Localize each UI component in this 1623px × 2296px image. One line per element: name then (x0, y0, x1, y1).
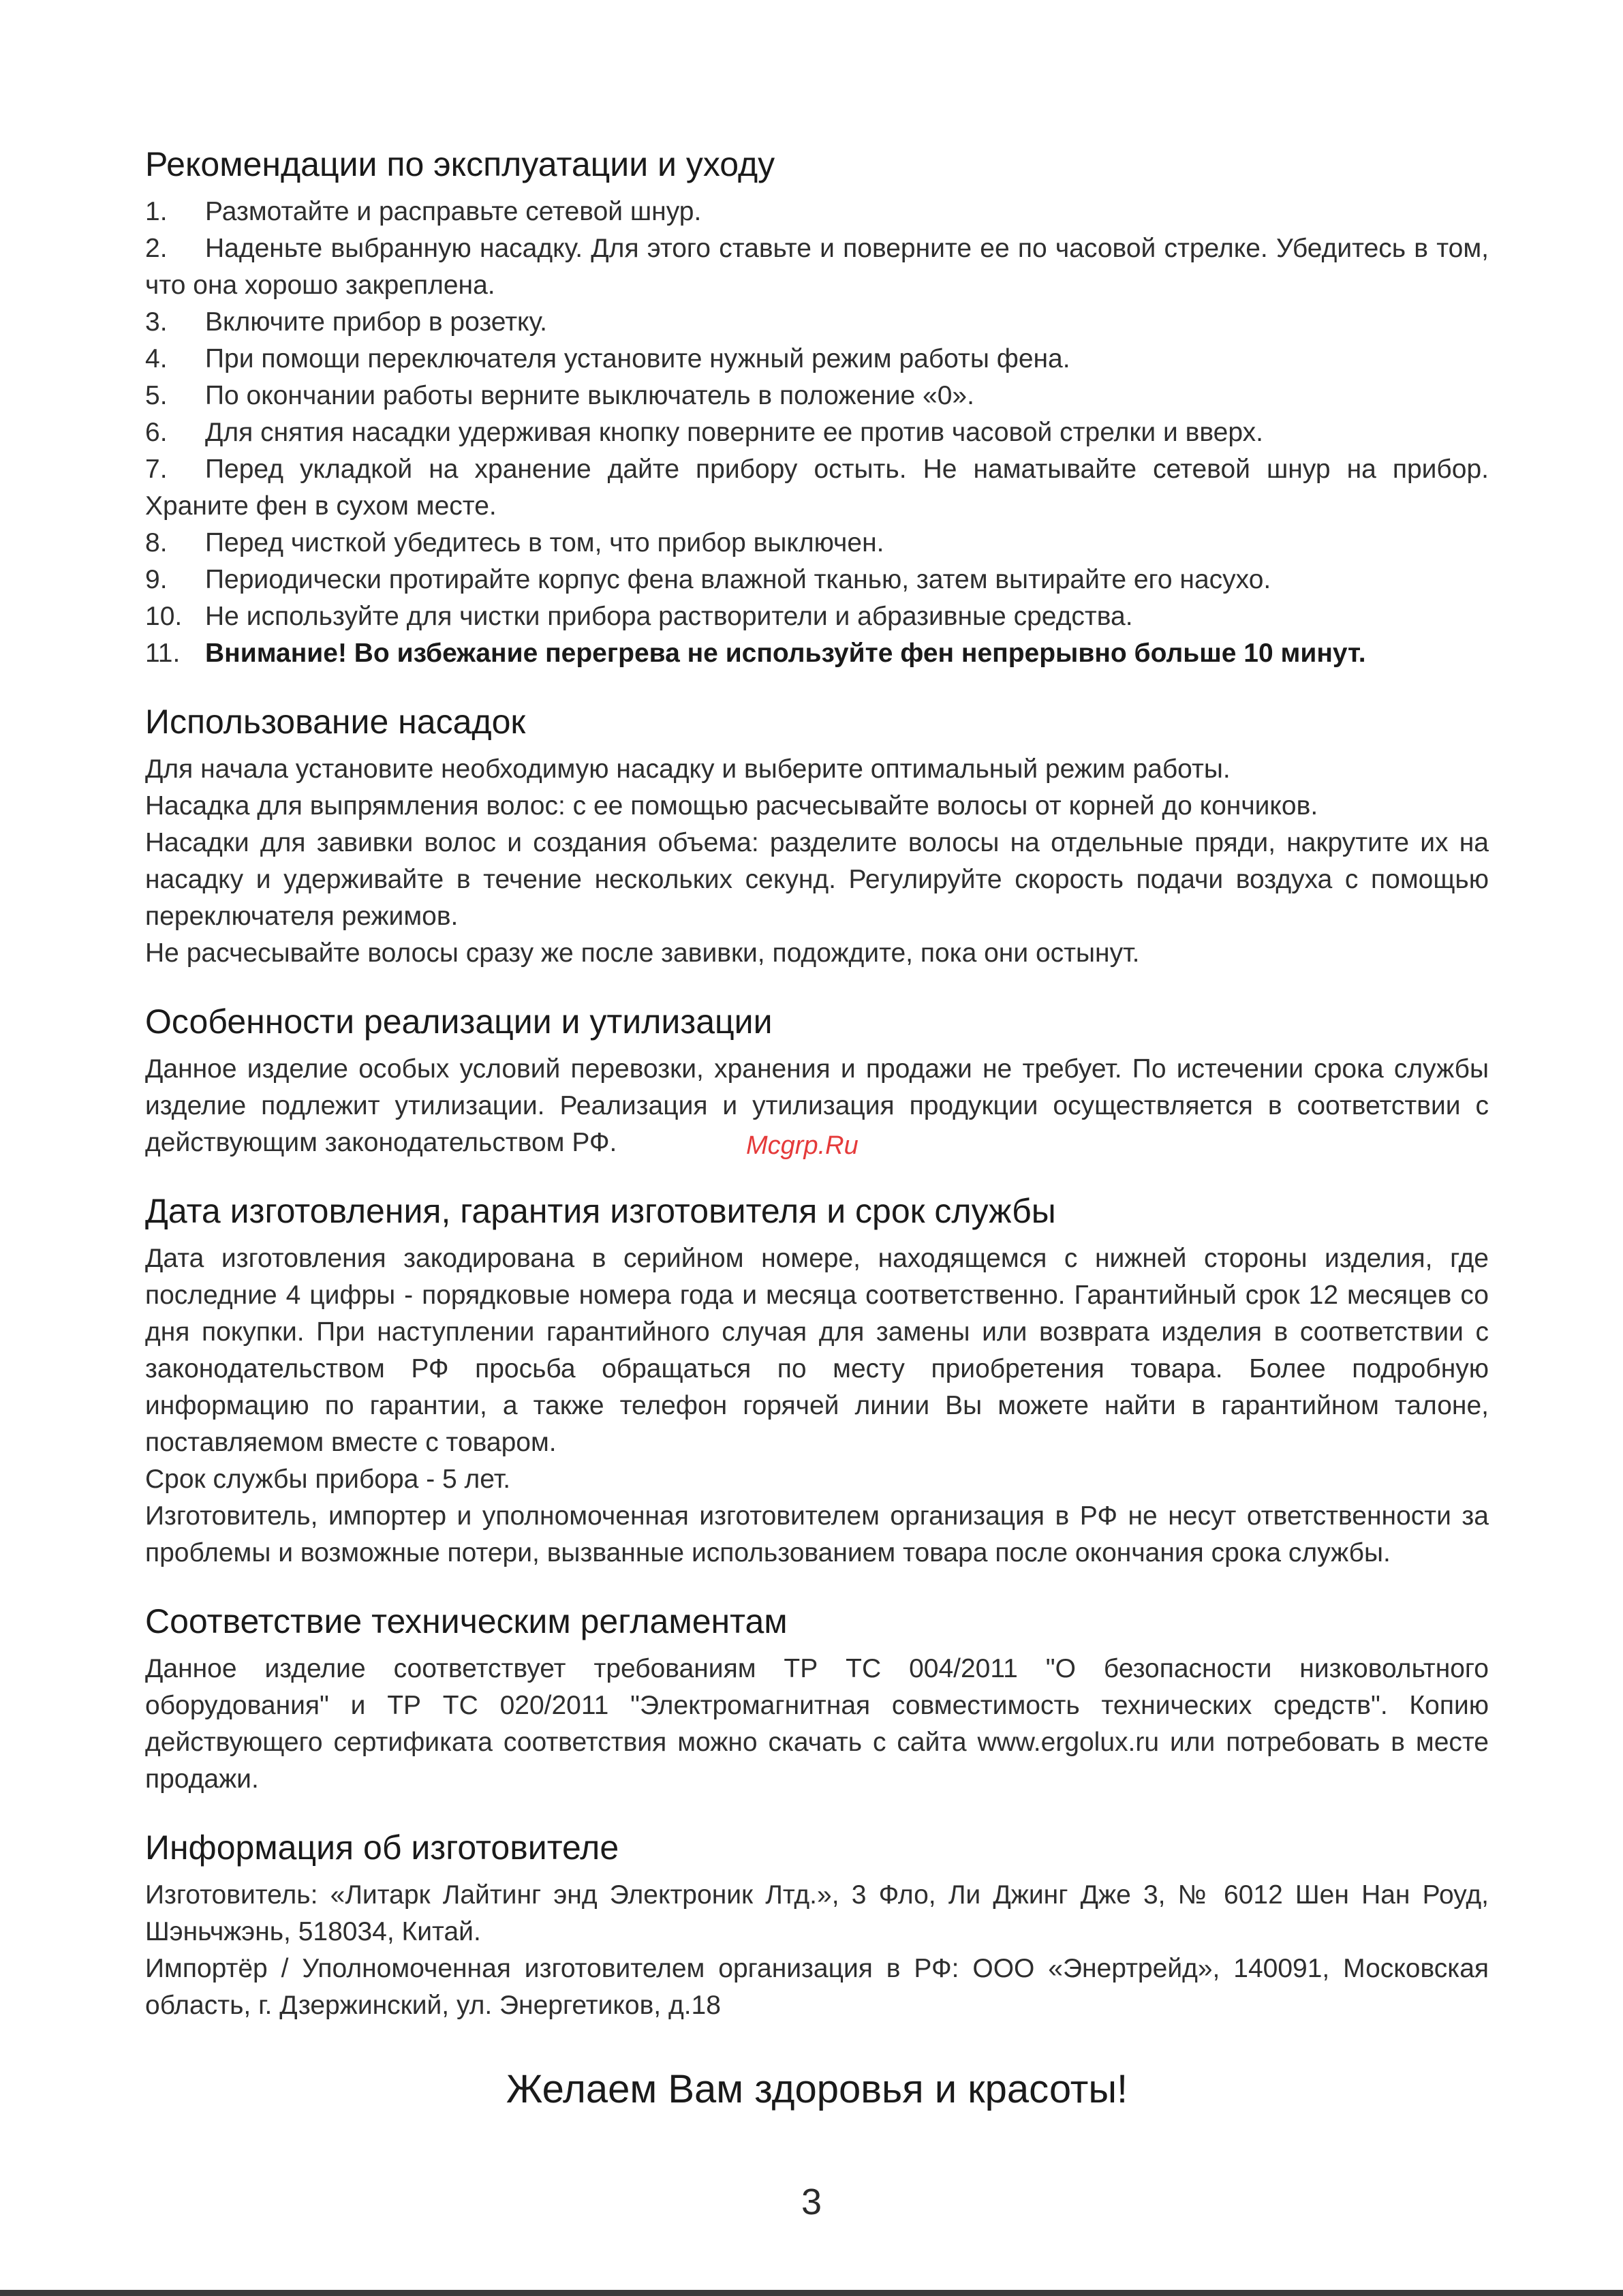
watermark: Mcgrp.Ru (746, 1131, 859, 1160)
bottom-rule (0, 2290, 1623, 2296)
warning-text: Внимание! Во избежание перегрева не используйте фен непрерывно больше 10 минут. (205, 639, 1366, 668)
section-title: Соответствие техническим регламентам (145, 1602, 788, 1640)
section-attachments (145, 701, 1489, 972)
paragraph: Не расчесывайте волосы сразу же после завивки, подождите, пока они остынут. (145, 938, 1140, 968)
paragraph: Срок службы прибора - 5 лет. (145, 1465, 511, 1494)
care-list (145, 194, 1489, 672)
page-number: 3 (801, 2182, 822, 2222)
section-title: Информация об изготовителе (145, 1828, 619, 1867)
paragraph: Насадка для выпрямления волос: с ее помощью расчесывайте волосы от корней до кончиков. (145, 791, 1318, 821)
list-item: 4. При помощи переключателя установите нужный режим работы фена. (145, 344, 1070, 373)
paragraph: Изготовитель, импортер и уполномоченная изготовителем организация в РФ не несут ответственности за проблемы и возможные потери, вызванные использованием товара после окончания срока службы. (145, 1501, 1489, 1567)
section-title: Рекомендации по эксплуатации и уходу (145, 145, 775, 183)
paragraph: Изготовитель: «Литарк Лайтинг энд Электроник Лтд.», 3 Фло, Ли Джинг Дже 3, № 6012 Шен Нан Роуд, Шэньчжэнь, 518034, Китай. (145, 1880, 1489, 1946)
section-manufacturer (145, 1826, 1489, 2024)
section-title: Дата изготовления, гарантия изготовителя и срок службы (145, 1192, 1056, 1230)
paragraph: Данное изделие соответствует требованиям ТР ТС 004/2011 "О безопасности низковольтного оборудования" и ТР ТС 020/2011 "Электромагнитная совместимость технических средств". Копию действующего сертификата соответствия можно скачать с сайта www.ergolux.ru или потребовать в месте продажи. (145, 1654, 1489, 1794)
list-item: 6. Для снятия насадки удерживая кнопку поверните ее против часовой стрелки и вверх. (145, 418, 1263, 447)
section-care (145, 143, 1489, 672)
section-title: Использование насадок (145, 703, 526, 741)
list-item: 7. Перед укладкой на хранение дайте прибору остыть. Не наматывайте сетевой шнур на прибор. Храните фен в сухом месте. (145, 455, 1489, 521)
paragraph: Насадки для завивки волос и создания объема: разделите волосы на отдельные пряди, накрутите их на насадку и удерживайте в течение нескольких секунд. Регулируйте скорость подачи воздуха с помощью переключателя режимов. (145, 828, 1489, 931)
list-item: 1. Размотайте и расправьте сетевой шнур. (145, 197, 702, 226)
document-page (145, 143, 1489, 2114)
list-item: 10. Не используйте для чистки прибора растворители и абразивные средства. (145, 602, 1133, 631)
paragraph: Для начала установите необходимую насадку и выберите оптимальный режим работы. (145, 754, 1231, 784)
list-item-warning: 11. Внимание! Во избежание перегрева не используйте фен непрерывно больше 10 минут. (145, 639, 1366, 668)
list-item: 3. Включите прибор в розетку. (145, 307, 547, 337)
paragraph: Дата изготовления закодирована в серийном номере, находящемся с нижней стороны изделия, где последние 4 цифры - порядковые номера года и месяца соответственно. Гарантийный срок 12 месяцев со дня покупки. При наступлении гарантийного случая для замены или возврата изделия в соответствии с законодательством РФ просьба обращаться по месту приобретения товара. Более подробную информацию по гарантии, а также телефон горячей линии Вы можете найти в гарантийном талоне, поставляемом вместе с товаром. (145, 1244, 1489, 1457)
section-warranty (145, 1190, 1489, 1572)
paragraph: Данное изделие особых условий перевозки, хранения и продажи не требует. По истечении срока службы изделие подлежит утилизации. Реализация и утилизация продукции осуществляется в соответствии с действующим законодательством РФ. (145, 1054, 1489, 1157)
section-title: Особенности реализации и утилизации (145, 1002, 773, 1041)
list-item: 8. Перед чисткой убедитесь в том, что прибор выключен. (145, 528, 884, 557)
list-item: 2. Наденьте выбранную насадку. Для этого ставьте и поверните ее по часовой стрелке. Убедитесь в том, что она хорошо закреплена. (145, 234, 1489, 300)
closing-message: Желаем Вам здоровья и красоты! (506, 2067, 1128, 2111)
list-item: 5. По окончании работы верните выключатель в положение «0». (145, 381, 974, 410)
section-compliance (145, 1600, 1489, 1798)
list-item: 9. Периодически протирайте корпус фена влажной тканью, затем вытирайте его насухо. (145, 565, 1271, 594)
paragraph: Импортёр / Уполномоченная изготовителем организация в РФ: ООО «Энертрейд», 140091, Московская область, г. Дзержинский, ул. Энергетиков, д.18 (145, 1954, 1489, 2020)
